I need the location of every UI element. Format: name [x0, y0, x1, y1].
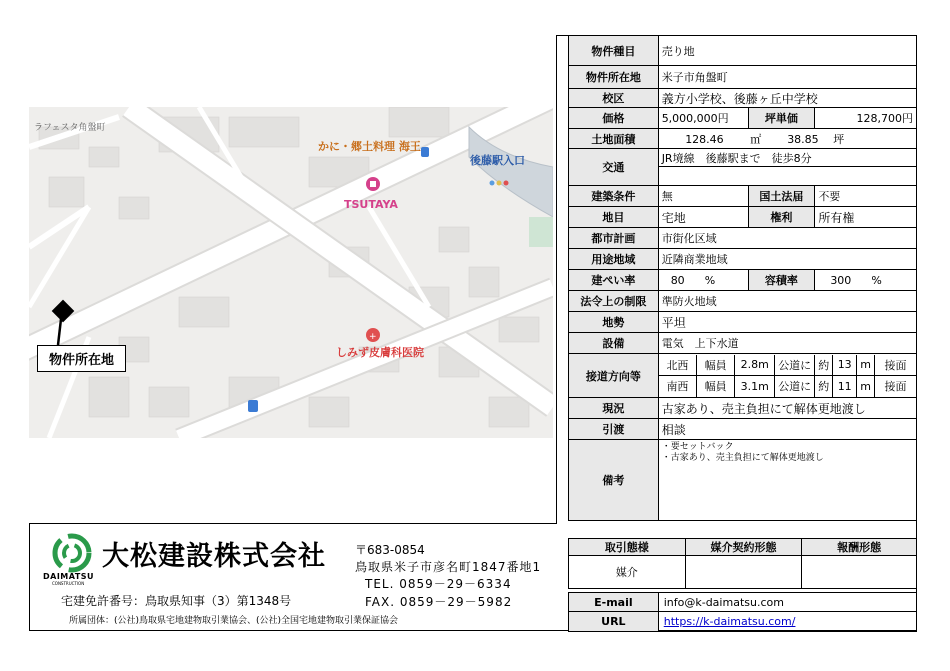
company-zip: 〒683-0854 — [355, 543, 425, 557]
logo-text: DAIMATSU — [43, 572, 95, 581]
road-2-width-label: 幅員 — [697, 376, 735, 397]
condition-value: 無 — [658, 186, 748, 207]
company-association: 所属団体：(公社)鳥取県宅地建物取引業協会、(公社)全国宅地建物取引業保証協会 — [69, 616, 399, 626]
website-link[interactable]: https://k-daimatsu.com/ — [663, 615, 796, 628]
road-1-road: 公道に — [775, 355, 815, 376]
property-info-table — [568, 35, 917, 521]
road-2-road: 公道に — [775, 376, 815, 397]
map-panel — [29, 35, 557, 524]
coverage-unit: % — [704, 273, 716, 287]
restriction-label: 法令上の制限 — [569, 291, 659, 312]
area-m2-unit: ㎡ — [750, 132, 762, 146]
contract-type-value — [685, 556, 802, 589]
coverage-value: 80 — [670, 273, 685, 287]
area-label: 土地面積 — [569, 129, 659, 149]
logo-sub: CONSTRUCTION — [52, 581, 85, 586]
land-category-value: 宅地 — [658, 207, 748, 228]
price-label: 価格 — [569, 108, 659, 129]
utilities-value: 電気 上下水道 — [658, 333, 916, 354]
poi-tsutaya: TSUTAYA — [344, 198, 398, 211]
restriction-value: 準防火地域 — [658, 291, 916, 312]
url-label: URL — [569, 612, 659, 632]
location-label: 物件所在地 — [569, 66, 659, 89]
road-label: 接道方向等 — [569, 354, 659, 398]
far-unit: % — [871, 273, 882, 287]
type-label: 物件種目 — [569, 36, 659, 66]
map-graphic — [29, 107, 553, 438]
road-2-unit: m — [857, 376, 875, 397]
email-value[interactable]: info@k-daimatsu.com — [658, 593, 916, 612]
company-address: 鳥取県米子市彦名町1847番地1 — [355, 560, 542, 574]
terrain-value: 平坦 — [658, 312, 916, 333]
traffic-light-icon — [490, 181, 509, 186]
road-2-width: 3.1m — [735, 376, 775, 397]
land-law-label: 国土法届 — [748, 186, 815, 207]
deal-table — [568, 538, 917, 589]
location-value: 米子市角盤町 — [658, 66, 916, 89]
road-1-approx: 約 — [815, 355, 833, 376]
contact-table — [568, 592, 917, 632]
school-value: 義方小学校、後藤ヶ丘中学校 — [658, 89, 916, 108]
company-tel: TEL. 0859－29－6334 — [365, 577, 512, 591]
road-1-dir: 北西 — [659, 355, 697, 376]
company-license: 宅建免許番号：鳥取県知事（3）第1348号 — [61, 594, 292, 608]
far-label: 容積率 — [748, 270, 815, 291]
road-2-dir: 南西 — [659, 376, 697, 397]
contract-type-header: 媒介契約形態 — [685, 539, 802, 556]
rights-value: 所有権 — [815, 207, 917, 228]
road-1-unit: m — [857, 355, 875, 376]
remarks-line-1: ・要セットバック — [661, 442, 734, 452]
coverage-label: 建ぺい率 — [569, 270, 659, 291]
condition-label: 建築条件 — [569, 186, 659, 207]
zoning-value: 近隣商業地域 — [658, 249, 916, 270]
price-value: 5,000,000円 — [658, 108, 748, 129]
fee-type-value — [802, 556, 917, 589]
city-plan-label: 都市計画 — [569, 228, 659, 249]
company-name: 大松建設株式会社 — [102, 541, 326, 572]
transport-label: 交通 — [569, 149, 659, 186]
type-value: 売り地 — [658, 36, 916, 66]
daimatsu-logo-icon — [51, 533, 93, 573]
land-category-label: 地目 — [569, 207, 659, 228]
svg-text:+: + — [369, 332, 377, 342]
road-2-contact: 接面 — [884, 380, 907, 394]
area-tsubo: 38.85 — [787, 132, 819, 146]
remarks-label: 備考 — [569, 440, 659, 521]
poi-station: 後藤駅入口 — [470, 154, 525, 167]
road-1-width-label: 幅員 — [697, 355, 735, 376]
area-m2: 128.46 — [685, 132, 724, 146]
poi-lafesta: ラフェスタ角盤町 — [34, 123, 106, 133]
city-plan-value: 市街化区域 — [658, 228, 916, 249]
tsubo-price-label: 坪単価 — [748, 108, 815, 129]
company-fax: FAX. 0859－29－5982 — [365, 595, 513, 609]
poi-clinic: しみず皮膚科医院 — [336, 346, 424, 359]
utilities-label: 設備 — [569, 333, 659, 354]
clinic-pin-icon — [366, 328, 380, 342]
status-label: 現況 — [569, 398, 659, 419]
terrain-label: 地勢 — [569, 312, 659, 333]
road-1-len: 13 — [833, 355, 857, 376]
area-tsubo-unit: 坪 — [833, 132, 845, 146]
transport-value: JR境線 後藤駅まで 徒歩8分 — [658, 149, 916, 167]
rights-label: 権利 — [748, 207, 815, 228]
location-map[interactable] — [29, 107, 553, 438]
delivery-value: 相談 — [658, 419, 916, 440]
email-label: E-mail — [569, 593, 659, 612]
poi-kani: かに・郷土料理 海王 — [318, 140, 421, 153]
tsubo-price-value: 128,700円 — [815, 108, 917, 129]
fee-type-header: 報酬形態 — [802, 539, 917, 556]
zoning-label: 用途地域 — [569, 249, 659, 270]
road-subtable — [659, 355, 916, 397]
company-footer — [29, 524, 557, 631]
map-callout: 物件所在地 — [37, 345, 126, 372]
road-2-approx: 約 — [815, 376, 833, 397]
road-1-contact: 接面 — [874, 355, 916, 376]
delivery-label: 引渡 — [569, 419, 659, 440]
road-1-width: 2.8m — [735, 355, 775, 376]
deal-type-value: 媒介 — [569, 556, 686, 589]
remarks-line-2: ・古家あり、売主負担にて解体更地渡し — [661, 453, 824, 463]
far-value: 300 — [830, 273, 852, 287]
land-law-value: 不要 — [815, 186, 917, 207]
deal-type-header: 取引態様 — [569, 539, 686, 556]
status-value: 古家あり、売主負担にて解体更地渡し — [658, 398, 916, 419]
school-label: 校区 — [569, 89, 659, 108]
tsutaya-pin-icon — [366, 177, 380, 191]
road-2-len: 11 — [833, 376, 857, 397]
